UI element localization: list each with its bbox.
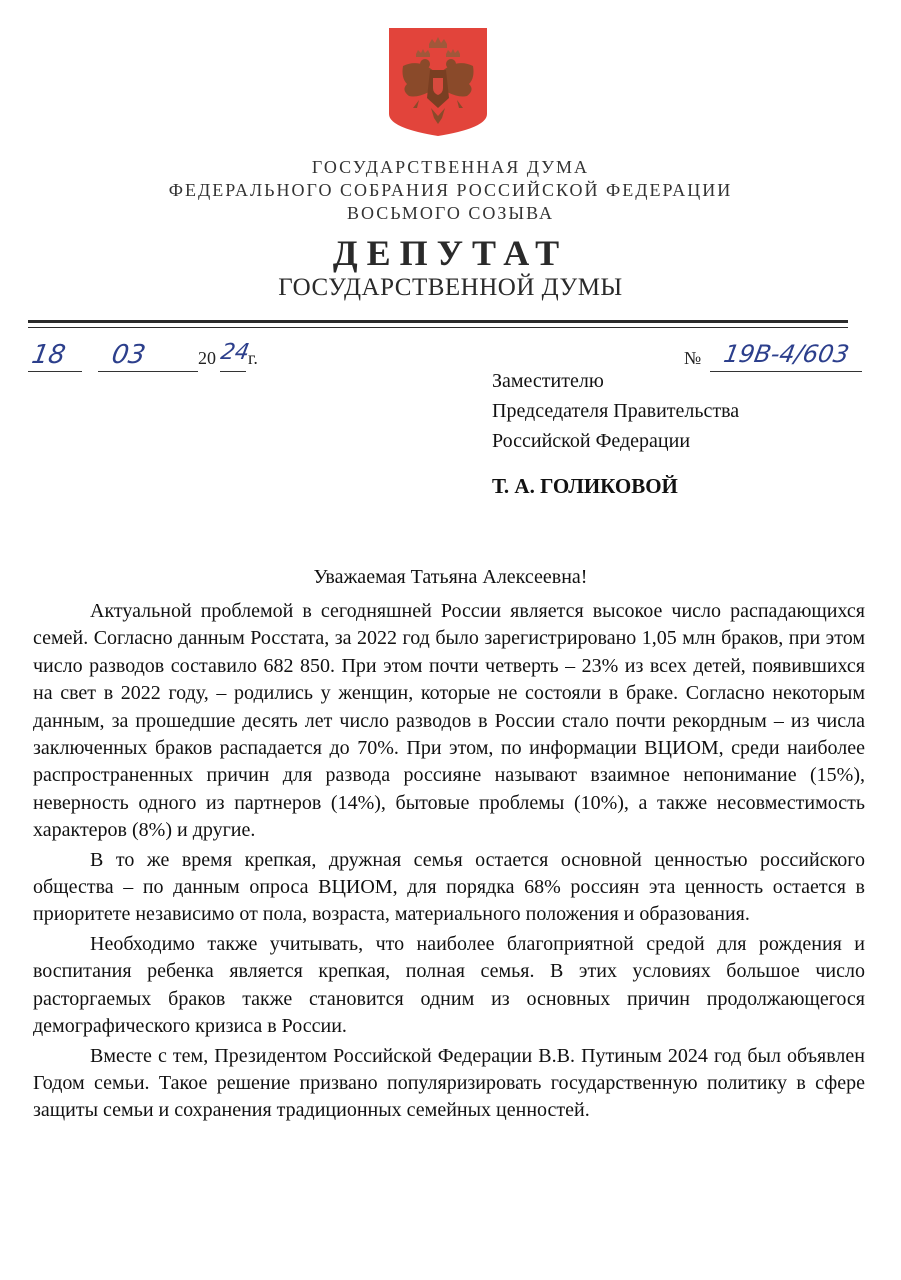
paragraph: Вместе с тем, Президентом Российской Федерации В.В. Путиным 2024 год был объявлен Годом семьи. Такое решение призвано популяризировать государственную политику в сфере защиты семьи и сохранения традиционных семейных ценностей.: [33, 1044, 865, 1122]
addressee-line-1: Заместителю: [492, 370, 604, 392]
date-year-underline: [220, 371, 246, 372]
letterhead-line-2: ФЕДЕРАЛЬНОГО СОБРАНИЯ РОССИЙСКОЙ ФЕДЕРАЦИИ: [168, 180, 733, 200]
date-day-underline: [28, 371, 82, 372]
letterhead-line-1: ГОСУДАРСТВЕННАЯ ДУМА: [311, 157, 590, 177]
addressee-block: [492, 366, 882, 456]
date-day: 18: [29, 340, 68, 370]
date-suffix: г.: [248, 348, 258, 368]
letterhead-subtitle: ГОСУДАРСТВЕННОЙ ДУМЫ: [278, 274, 623, 301]
addressee-name: Т. А. ГОЛИКОВОЙ: [492, 474, 678, 498]
paragraph: Необходимо также учитывать, что наиболее благоприятной средой для рождения и воспитания ребенка является крепкая, полная семья. В этих условиях большое число расторгаемых браков также становится одним из основных причин продолжающегося демографического кризиса в России.: [33, 932, 865, 1038]
date-year-suffix: 24: [218, 340, 252, 365]
salutation: Уважаемая Татьяна Алексеевна!: [313, 566, 588, 588]
addressee-line-2: Председателя Правительства: [492, 400, 740, 422]
date-month: 03: [109, 340, 148, 370]
coat-of-arms-icon: [389, 28, 487, 136]
date-year-prefix: 20: [198, 348, 216, 368]
letter-body: [33, 598, 865, 1127]
date-field: [28, 340, 288, 374]
addressee-line-3: Российской Федерации: [492, 430, 691, 452]
letterhead-title: ДЕПУТАТ: [332, 233, 569, 273]
number-value: 19В-4/603: [721, 340, 852, 368]
paragraph: Актуальной проблемой в сегодняшней России является высокое число распадающихся семей. Согласно данным Росстата, за 2022 год было зарегистрировано 1,05 млн браков, при этом число разводов составило 682 850. При этом почти четверть – 23% из всех детей, появившихся на свет в 2022 году, – родились у женщин, которые не состояли в браке. Согласно некоторым данным, за прошедшие десять лет число разводов в России стало почти рекордным – из числа заключенных браков распадается до 70%. При этом, по информации ВЦИОМ, среди наиболее распространенных причин для развода россияне называют взаимное непонимание (15%), неверность одного из партнеров (14%), бытовые проблемы (10%), а также несовместимость характеров (8%) и другие.: [33, 600, 865, 842]
date-month-underline: [98, 371, 198, 372]
letterhead-divider-thick: [28, 320, 848, 323]
letterhead-divider-thin: [28, 327, 848, 328]
paragraph: В то же время крепкая, дружная семья остается основной ценностью российского общества – по данным опроса ВЦИОМ, для порядка 68% россиян эта ценность остается в приоритете независимо от пола, возраста, материального положения и образования.: [33, 848, 865, 926]
number-label: №: [684, 348, 702, 368]
letterhead-line-3: ВОСЬМОГО СОЗЫВА: [347, 203, 554, 223]
